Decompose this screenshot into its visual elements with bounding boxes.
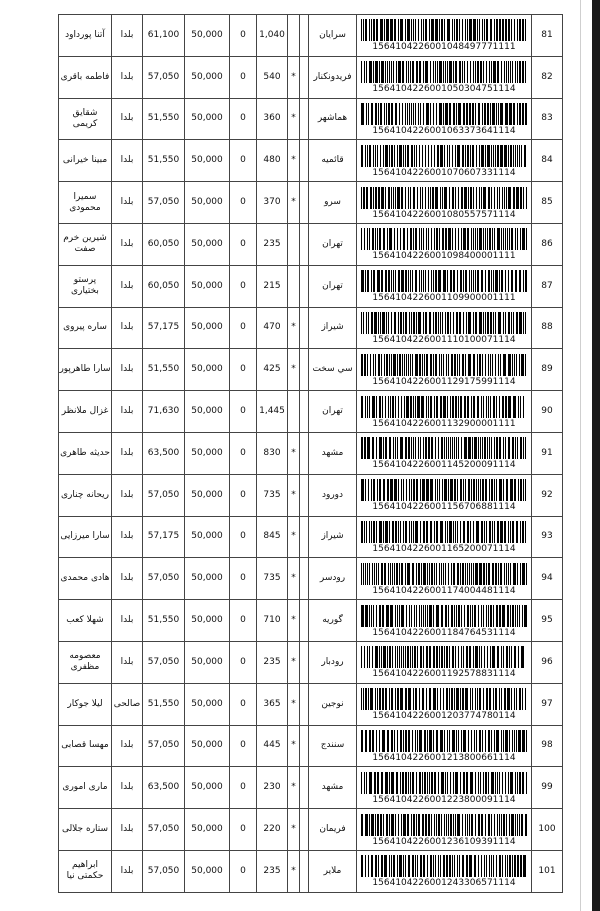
cod-amount: 50,000: [185, 140, 230, 182]
weight-value: 735: [257, 558, 288, 600]
sender-name: بلدا: [112, 56, 143, 98]
zero-value: 0: [230, 641, 257, 683]
barcode-cell: [357, 182, 532, 224]
table-row: [59, 307, 563, 349]
barcode-cell: [357, 683, 532, 725]
barcode-image: [361, 103, 527, 125]
barcode-number: 1564104226001098400001111: [372, 251, 516, 262]
star-mark: *: [288, 850, 300, 892]
table-row: [59, 474, 563, 516]
barcode-image: [361, 521, 527, 543]
empty-cell: [300, 56, 309, 98]
table-row: [59, 850, 563, 892]
zero-value: 0: [230, 558, 257, 600]
barcode-number: 1564104226001192578831114: [372, 669, 516, 680]
destination-city: مشهد: [309, 767, 357, 809]
barcode-cell: [357, 140, 532, 182]
recipient-name: ستاره جلالی: [59, 809, 112, 851]
zero-value: 0: [230, 140, 257, 182]
barcode-image: [361, 814, 527, 836]
destination-city: سي سخت: [309, 349, 357, 391]
empty-cell: [300, 432, 309, 474]
total-amount: 57,050: [143, 56, 185, 98]
cod-amount: 50,000: [185, 265, 230, 307]
barcode-image: [361, 646, 527, 668]
row-number: 98: [532, 725, 563, 767]
table-row: [59, 641, 563, 683]
sender-name: صالحی: [112, 683, 143, 725]
empty-cell: [300, 809, 309, 851]
barcode-cell: [357, 474, 532, 516]
empty-cell: [300, 265, 309, 307]
sender-name: بلدا: [112, 307, 143, 349]
weight-value: 360: [257, 98, 288, 140]
cod-amount: 50,000: [185, 391, 230, 433]
barcode-image: [361, 479, 527, 501]
barcode-cell: [357, 307, 532, 349]
total-amount: 63,500: [143, 767, 185, 809]
barcode-number: 1564104226001213800661114: [372, 752, 516, 763]
barcode-cell: [357, 432, 532, 474]
page-edge: [592, 0, 600, 911]
destination-city: سنندج: [309, 725, 357, 767]
star-mark: *: [288, 56, 300, 98]
cod-amount: 50,000: [185, 558, 230, 600]
row-number: 95: [532, 600, 563, 642]
table-row: [59, 516, 563, 558]
star-mark: *: [288, 809, 300, 851]
page-edge-line: [580, 0, 581, 911]
zero-value: 0: [230, 683, 257, 725]
zero-value: 0: [230, 223, 257, 265]
weight-value: 215: [257, 265, 288, 307]
sender-name: بلدا: [112, 725, 143, 767]
total-amount: 60,050: [143, 223, 185, 265]
zero-value: 0: [230, 432, 257, 474]
cod-amount: 50,000: [185, 600, 230, 642]
zero-value: 0: [230, 307, 257, 349]
barcode-number: 1564104226001184764531114: [372, 627, 516, 638]
weight-value: 710: [257, 600, 288, 642]
destination-city: دورود: [309, 474, 357, 516]
recipient-name: ریحانه چناری: [59, 474, 112, 516]
zero-value: 0: [230, 516, 257, 558]
star-mark: [288, 15, 300, 57]
cod-amount: 50,000: [185, 15, 230, 57]
barcode-image: [361, 228, 527, 250]
destination-city: گوریه: [309, 600, 357, 642]
weight-value: 540: [257, 56, 288, 98]
empty-cell: [300, 725, 309, 767]
star-mark: *: [288, 641, 300, 683]
barcode-cell: [357, 56, 532, 98]
recipient-name: مبینا خیرانی: [59, 140, 112, 182]
barcode-cell: [357, 265, 532, 307]
cod-amount: 50,000: [185, 182, 230, 224]
zero-value: 0: [230, 98, 257, 140]
weight-value: 1,445: [257, 391, 288, 433]
cod-amount: 50,000: [185, 349, 230, 391]
sender-name: بلدا: [112, 98, 143, 140]
total-amount: 51,550: [143, 140, 185, 182]
barcode-number: 1564104226001203774780114: [372, 711, 516, 722]
barcode-cell: [357, 850, 532, 892]
star-mark: *: [288, 474, 300, 516]
row-number: 97: [532, 683, 563, 725]
barcode-number: 1564104226001165200071114: [372, 543, 516, 554]
zero-value: 0: [230, 56, 257, 98]
cod-amount: 50,000: [185, 809, 230, 851]
barcode-image: [361, 354, 527, 376]
cod-amount: 50,000: [185, 432, 230, 474]
empty-cell: [300, 307, 309, 349]
row-number: 85: [532, 182, 563, 224]
barcode-image: [361, 437, 527, 459]
barcode-number: 1564104226001063373641114: [372, 125, 516, 136]
barcode-number: 1564104226001109900001111: [372, 293, 516, 304]
row-number: 100: [532, 809, 563, 851]
star-mark: *: [288, 307, 300, 349]
empty-cell: [300, 98, 309, 140]
barcode-number: 1564104226001156706881114: [372, 502, 516, 513]
barcode-number: 1564104226001174004481114: [372, 585, 516, 596]
total-amount: 51,550: [143, 98, 185, 140]
barcode-cell: [357, 98, 532, 140]
empty-cell: [300, 391, 309, 433]
zero-value: 0: [230, 182, 257, 224]
zero-value: 0: [230, 767, 257, 809]
weight-value: 470: [257, 307, 288, 349]
destination-city: قائمیه: [309, 140, 357, 182]
zero-value: 0: [230, 809, 257, 851]
row-number: 94: [532, 558, 563, 600]
cod-amount: 50,000: [185, 223, 230, 265]
barcode-number: 1564104226001145200091114: [372, 460, 516, 471]
total-amount: 57,050: [143, 641, 185, 683]
sender-name: بلدا: [112, 349, 143, 391]
recipient-name: سارا میرزایی: [59, 516, 112, 558]
recipient-name: هادی محمدی: [59, 558, 112, 600]
zero-value: 0: [230, 850, 257, 892]
total-amount: 51,550: [143, 600, 185, 642]
zero-value: 0: [230, 600, 257, 642]
recipient-name: مهسا قصابی: [59, 725, 112, 767]
recipient-name: ماری اموری: [59, 767, 112, 809]
empty-cell: [300, 516, 309, 558]
recipient-name: فاطمه باقری: [59, 56, 112, 98]
total-amount: 57,050: [143, 558, 185, 600]
weight-value: 235: [257, 850, 288, 892]
table-row: [59, 140, 563, 182]
barcode-cell: [357, 600, 532, 642]
star-mark: *: [288, 432, 300, 474]
empty-cell: [300, 349, 309, 391]
star-mark: *: [288, 600, 300, 642]
recipient-name: شقایق کریمی: [59, 98, 112, 140]
barcode-cell: [357, 516, 532, 558]
sender-name: بلدا: [112, 223, 143, 265]
recipient-name: شهلا کعب: [59, 600, 112, 642]
destination-city: فریمان: [309, 809, 357, 851]
total-amount: 57,050: [143, 809, 185, 851]
row-number: 101: [532, 850, 563, 892]
barcode-number: 1564104226001132900001111: [372, 418, 516, 429]
barcode-image: [361, 772, 527, 794]
table-row: [59, 98, 563, 140]
barcode-number: 1564104226001110100071114: [372, 334, 516, 345]
empty-cell: [300, 850, 309, 892]
barcode-cell: [357, 349, 532, 391]
cod-amount: 50,000: [185, 850, 230, 892]
weight-value: 735: [257, 474, 288, 516]
star-mark: [288, 223, 300, 265]
table-row: [59, 558, 563, 600]
weight-value: 235: [257, 223, 288, 265]
destination-city: فریدونکنار: [309, 56, 357, 98]
empty-cell: [300, 182, 309, 224]
total-amount: 71,630: [143, 391, 185, 433]
total-amount: 57,175: [143, 516, 185, 558]
star-mark: [288, 391, 300, 433]
star-mark: *: [288, 725, 300, 767]
cod-amount: 50,000: [185, 641, 230, 683]
barcode-image: [361, 855, 527, 877]
zero-value: 0: [230, 725, 257, 767]
destination-city: رودسر: [309, 558, 357, 600]
empty-cell: [300, 600, 309, 642]
barcode-cell: [357, 641, 532, 683]
total-amount: 61,100: [143, 15, 185, 57]
barcode-cell: [357, 558, 532, 600]
destination-city: شیراز: [309, 307, 357, 349]
barcode-number: 1564104226001080557571114: [372, 209, 516, 220]
recipient-name: معصومه مظفری: [59, 641, 112, 683]
cod-amount: 50,000: [185, 725, 230, 767]
weight-value: 480: [257, 140, 288, 182]
sender-name: بلدا: [112, 641, 143, 683]
table-row: [59, 767, 563, 809]
table-row: [59, 683, 563, 725]
sender-name: بلدا: [112, 432, 143, 474]
recipient-name: آتنا پورداود: [59, 15, 112, 57]
star-mark: *: [288, 140, 300, 182]
barcode-image: [361, 730, 527, 752]
sender-name: بلدا: [112, 516, 143, 558]
empty-cell: [300, 641, 309, 683]
total-amount: 57,050: [143, 850, 185, 892]
star-mark: *: [288, 558, 300, 600]
zero-value: 0: [230, 391, 257, 433]
barcode-cell: [357, 767, 532, 809]
row-number: 86: [532, 223, 563, 265]
destination-city: شیراز: [309, 516, 357, 558]
zero-value: 0: [230, 265, 257, 307]
table-row: [59, 265, 563, 307]
recipient-name: پرستو بختیاری: [59, 265, 112, 307]
weight-value: 830: [257, 432, 288, 474]
recipient-name: لیلا جوکار: [59, 683, 112, 725]
weight-value: 425: [257, 349, 288, 391]
barcode-number: 1564104226001236109391114: [372, 836, 516, 847]
barcode-cell: [357, 391, 532, 433]
recipient-name: سارا طاهرپور: [59, 349, 112, 391]
empty-cell: [300, 15, 309, 57]
weight-value: 235: [257, 641, 288, 683]
barcode-number: 1564104226001243306571114: [372, 878, 516, 889]
table-row: [59, 432, 563, 474]
row-number: 83: [532, 98, 563, 140]
weight-value: 220: [257, 809, 288, 851]
cod-amount: 50,000: [185, 307, 230, 349]
barcode-number: 1564104226001048497771111: [372, 42, 516, 53]
empty-cell: [300, 683, 309, 725]
total-amount: 51,550: [143, 683, 185, 725]
table-row: [59, 15, 563, 57]
row-number: 82: [532, 56, 563, 98]
row-number: 81: [532, 15, 563, 57]
barcode-number: 1564104226001050304751114: [372, 84, 516, 95]
destination-city: نوجین: [309, 683, 357, 725]
total-amount: 57,050: [143, 182, 185, 224]
sender-name: بلدا: [112, 182, 143, 224]
total-amount: 63,500: [143, 432, 185, 474]
table-row: [59, 56, 563, 98]
star-mark: *: [288, 349, 300, 391]
destination-city: مشهد: [309, 432, 357, 474]
destination-city: رودبار: [309, 641, 357, 683]
weight-value: 370: [257, 182, 288, 224]
row-number: 99: [532, 767, 563, 809]
row-number: 96: [532, 641, 563, 683]
shipment-rows: [59, 15, 563, 893]
row-number: 92: [532, 474, 563, 516]
cod-amount: 50,000: [185, 516, 230, 558]
total-amount: 60,050: [143, 265, 185, 307]
weight-value: 445: [257, 725, 288, 767]
cod-amount: 50,000: [185, 98, 230, 140]
weight-value: 365: [257, 683, 288, 725]
star-mark: *: [288, 683, 300, 725]
empty-cell: [300, 558, 309, 600]
barcode-cell: [357, 725, 532, 767]
destination-city: هماشهر: [309, 98, 357, 140]
empty-cell: [300, 474, 309, 516]
destination-city: ملایر: [309, 850, 357, 892]
table-row: [59, 182, 563, 224]
empty-cell: [300, 223, 309, 265]
cod-amount: 50,000: [185, 683, 230, 725]
barcode-image: [361, 688, 527, 710]
table-row: [59, 809, 563, 851]
row-number: 91: [532, 432, 563, 474]
zero-value: 0: [230, 349, 257, 391]
star-mark: *: [288, 767, 300, 809]
shipment-table: [58, 14, 563, 893]
star-mark: [288, 265, 300, 307]
total-amount: 57,175: [143, 307, 185, 349]
row-number: 89: [532, 349, 563, 391]
row-number: 90: [532, 391, 563, 433]
weight-value: 845: [257, 516, 288, 558]
sender-name: بلدا: [112, 809, 143, 851]
sender-name: بلدا: [112, 600, 143, 642]
sender-name: بلدا: [112, 558, 143, 600]
recipient-name: غزال ملانظر: [59, 391, 112, 433]
destination-city: تهران: [309, 223, 357, 265]
sender-name: بلدا: [112, 265, 143, 307]
empty-cell: [300, 767, 309, 809]
barcode-image: [361, 396, 527, 418]
star-mark: *: [288, 98, 300, 140]
recipient-name: سمیرا محمودی: [59, 182, 112, 224]
zero-value: 0: [230, 15, 257, 57]
table-row: [59, 349, 563, 391]
table-row: [59, 391, 563, 433]
recipient-name: ساره پیروی: [59, 307, 112, 349]
barcode-image: [361, 145, 527, 167]
destination-city: سرو: [309, 182, 357, 224]
barcode-image: [361, 187, 527, 209]
sender-name: بلدا: [112, 767, 143, 809]
barcode-number: 1564104226001070607331114: [372, 167, 516, 178]
recipient-name: شیرین خرم صفت: [59, 223, 112, 265]
row-number: 87: [532, 265, 563, 307]
recipient-name: ابراهیم حکمتی نیا: [59, 850, 112, 892]
barcode-image: [361, 563, 527, 585]
table-row: [59, 600, 563, 642]
row-number: 88: [532, 307, 563, 349]
barcode-image: [361, 312, 527, 334]
table-row: [59, 725, 563, 767]
total-amount: 51,550: [143, 349, 185, 391]
barcode-image: [361, 61, 527, 83]
barcode-cell: [357, 809, 532, 851]
barcode-number: 1564104226001223800091114: [372, 794, 516, 805]
barcode-cell: [357, 15, 532, 57]
sender-name: بلدا: [112, 474, 143, 516]
barcode-image: [361, 19, 527, 41]
row-number: 84: [532, 140, 563, 182]
weight-value: 230: [257, 767, 288, 809]
star-mark: *: [288, 182, 300, 224]
table-row: [59, 223, 563, 265]
barcode-image: [361, 270, 527, 292]
total-amount: 57,050: [143, 474, 185, 516]
cod-amount: 50,000: [185, 474, 230, 516]
sender-name: بلدا: [112, 140, 143, 182]
cod-amount: 50,000: [185, 767, 230, 809]
destination-city: سرایان: [309, 15, 357, 57]
sender-name: بلدا: [112, 850, 143, 892]
barcode-image: [361, 605, 527, 627]
destination-city: تهران: [309, 391, 357, 433]
recipient-name: حدیثه طاهری: [59, 432, 112, 474]
zero-value: 0: [230, 474, 257, 516]
sender-name: بلدا: [112, 391, 143, 433]
cod-amount: 50,000: [185, 56, 230, 98]
barcode-number: 1564104226001129175991114: [372, 376, 516, 387]
destination-city: تهران: [309, 265, 357, 307]
sender-name: بلدا: [112, 15, 143, 57]
barcode-cell: [357, 223, 532, 265]
total-amount: 57,050: [143, 725, 185, 767]
weight-value: 1,040: [257, 15, 288, 57]
empty-cell: [300, 140, 309, 182]
row-number: 93: [532, 516, 563, 558]
star-mark: *: [288, 516, 300, 558]
